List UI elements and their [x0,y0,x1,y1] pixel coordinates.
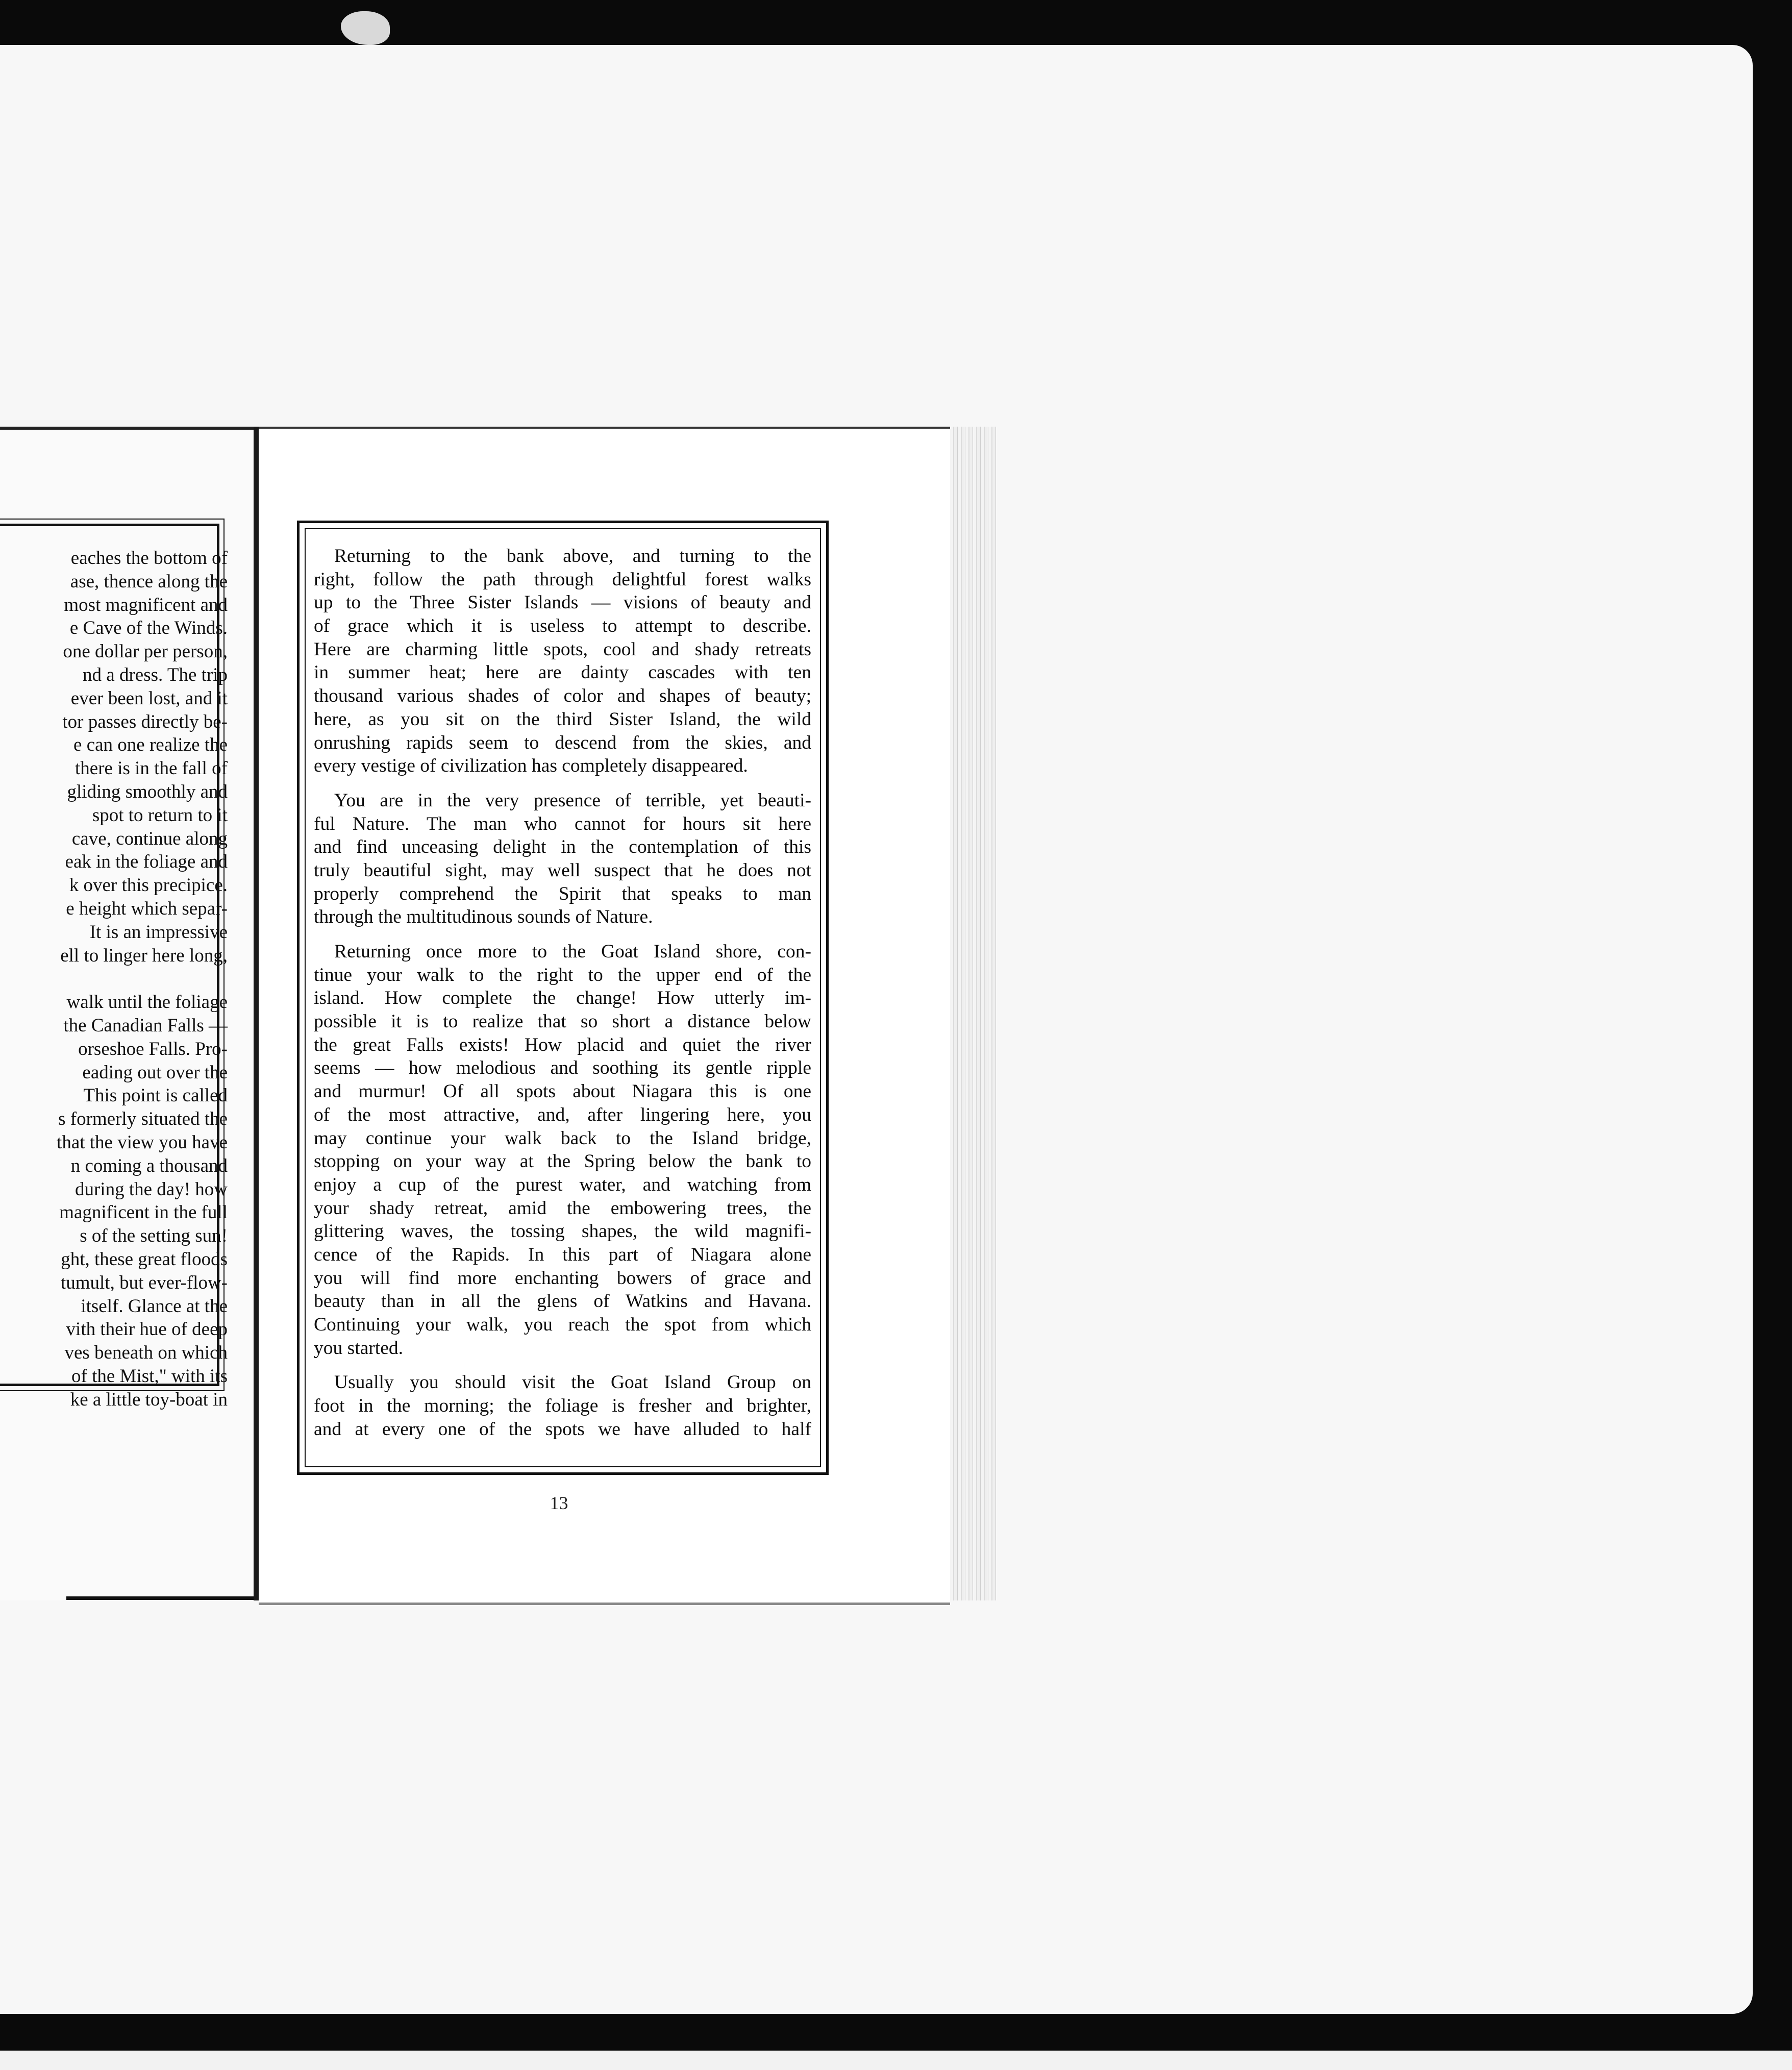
text-line: tor passes directly be- [62,711,228,732]
text-line: eak in the foliage and [65,851,228,873]
text-line: foot in the morning; the foliage is fresher and brighter, [314,1395,811,1417]
text-line: cence of the Rapids. In this part of Niagara alone [314,1244,811,1265]
text-line: eaches the bottom of [70,548,228,569]
text-line: nd a dress. The trip [83,664,228,685]
right-page-text-block [314,545,811,1441]
text-line: you will find more enchanting bowers of grace and [314,1267,811,1289]
text-line: ase, thence along the [70,571,228,592]
text-line: of grace which it is useless to attempt to describe. [314,615,811,637]
text-line: Continuing your walk, you reach the spot from which [314,1314,811,1335]
text-line: seems — how melodious and soothing its gentle ripple [314,1057,811,1079]
text-line: ful Nature. The man who cannot for hours sit here [314,813,811,834]
page-number: 13 [550,1493,568,1513]
text-line: of the most attractive, and, after lingering here, you [314,1104,811,1125]
text-line: tinue your walk to the right to the upper end of the [314,964,811,985]
text-line: e height which separ- [66,898,228,919]
text-line: magnificent in the full [59,1202,228,1223]
text-line: This point is called [83,1085,228,1106]
text-line: possible it is to realize that so short a distance below [314,1011,811,1032]
text-line: island. How complete the change! How utterly im- [314,988,811,1009]
text-line: e Cave of the Winds. [69,618,228,639]
text-line: the Canadian Falls — [63,1015,228,1036]
left-page-bottom-edge [66,1596,260,1600]
right-book-page [259,427,950,1605]
text-line: itself. Glance at the [81,1295,228,1317]
text-line: up to the Three Sister Islands — visions of beauty and [314,592,811,613]
text-line: n coming a thousand [70,1155,228,1176]
text-line: Here are charming little spots, cool and shady retreats [314,638,811,660]
text-line: Usually you should visit the Goat Island Group on [334,1372,811,1393]
text-line: You are in the very presence of terrible, yet beauti- [334,790,811,811]
text-line: onrushing rapids seem to descend from the skies, and [314,732,811,753]
text-line: you started. [314,1337,403,1359]
text-line: It is an impressive [89,921,228,943]
text-line: most magnificent and [64,594,228,615]
text-line: and at every one of the spots we have alluded to half [314,1418,811,1440]
text-line [0,967,228,991]
book-gutter [254,427,259,1600]
text-line: stopping on your way at the Spring below the bank to [314,1151,811,1172]
text-line: your shady retreat, amid the embowering trees, the [314,1197,811,1219]
text-line: ght, these great floods [61,1248,228,1270]
text-line: beauty than in all the glens of Watkins and Havana. [314,1291,811,1312]
text-line: that the view you have [57,1131,228,1153]
book-page-edges [950,427,996,1600]
text-line: gliding smoothly and [67,781,228,802]
text-line: ves beneath on which [64,1342,228,1364]
text-line: may continue your walk back to the Island bridge, [314,1127,811,1149]
text-line: the great Falls exists! How placid and quiet the river [314,1034,811,1055]
text-line: in summer heat; here are dainty cascades with ten [314,662,811,683]
text-line: through the multitudinous sounds of Nature. [314,906,653,928]
text-line: Returning to the bank above, and turning to the [334,546,811,566]
text-line: s formerly situated the [58,1108,228,1130]
text-line: right, follow the path through delightful forest walks [314,569,811,590]
text-line: k over this precipice. [69,875,228,896]
text-line: spot to return to it [92,804,228,826]
text-line: here, as you sit on the third Sister Island, the wild [314,708,811,730]
text-line: Returning once more to the Goat Island shore, con- [334,941,811,962]
text-line: enjoy a cup of the purest water, and watching from [314,1174,811,1195]
text-line: during the day! how [74,1178,228,1200]
text-line: tumult, but ever-flow- [60,1272,228,1293]
text-line: and murmur! Of all spots about Niagara this is one [314,1081,811,1102]
text-line: walk until the foliage [66,992,228,1013]
text-line: eading out over the [82,1062,228,1083]
scan-smudge-mark [341,11,390,45]
left-page-top-edge [0,427,255,430]
text-line: of the Mist," with its [71,1365,228,1387]
left-book-page [0,427,256,1600]
text-line: properly comprehend the Spirit that speaks to man [314,883,811,904]
text-line: ke a little toy-boat in [70,1389,228,1410]
text-line: orseshoe Falls. Pro- [78,1038,228,1059]
text-line: vith their hue of deep [66,1319,228,1340]
text-line: one dollar per person, [63,641,228,662]
text-line: and find unceasing delight in the contemplation of this [314,836,811,858]
text-line: there is in the fall of [75,758,228,779]
text-line: s of the setting sun! [80,1225,228,1247]
text-line: e can one realize the [73,734,228,756]
text-line: ever been lost, and it [70,687,228,709]
text-line: cave, continue along [71,828,228,849]
text-line: glittering waves, the tossing shapes, the wild magnifi- [314,1221,811,1242]
text-line: thousand various shades of color and shapes of beauty; [314,685,811,707]
text-line: truly beautiful sight, may well suspect that he does not [314,859,811,881]
text-line: ell to linger here long, [60,945,228,966]
text-line: every vestige of civilization has completely disappeared. [314,755,748,777]
left-page-text-block [0,547,228,1411]
scan-bottom-edge [0,2051,1792,2070]
